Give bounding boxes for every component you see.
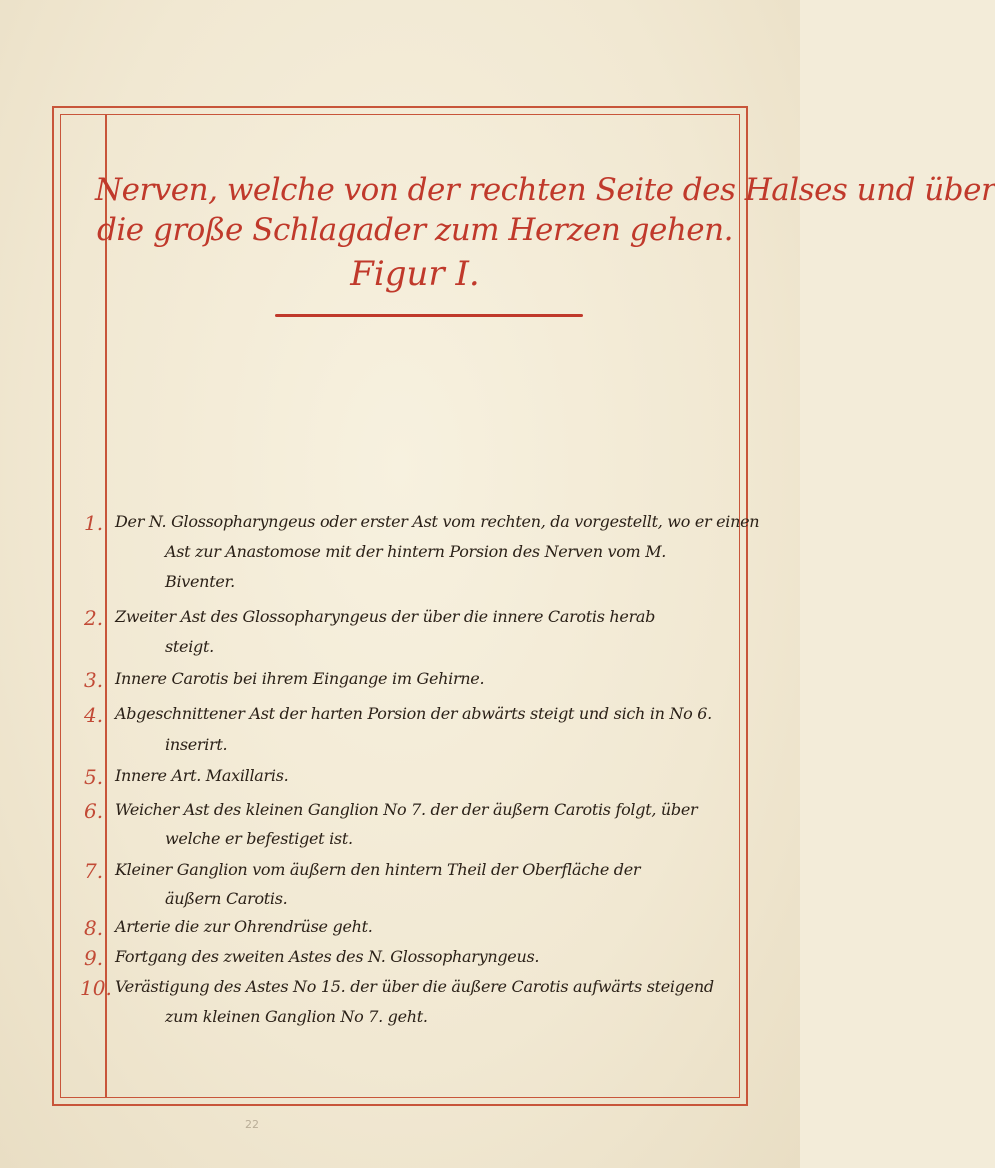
entry-line: Verästigung des Astes No 15. der über die äußere Carotis aufwärts steigend	[115, 977, 714, 996]
entry-line: Innere Art. Maxillaris.	[115, 766, 289, 785]
entry-number: 7.	[84, 859, 104, 883]
entry-number: 6.	[84, 799, 104, 823]
entry-number: 9.	[84, 946, 104, 970]
title-line-1: Nerven, welche von der rechten Seite des Halses und über	[95, 172, 995, 208]
entry-number: 5.	[84, 765, 104, 789]
entry-number: 8.	[84, 916, 104, 940]
entry-line: inserirt.	[165, 735, 228, 754]
entry-line: Biventer.	[165, 572, 235, 591]
title-line-2: die große Schlagader zum Herzen gehen.	[97, 212, 733, 248]
entry-number: 4.	[84, 703, 104, 727]
entry-line: Abgeschnittener Ast der harten Porsion der abwärts steigt und sich in No 6.	[115, 704, 712, 723]
entry-line: steigt.	[165, 637, 214, 656]
entry-line: welche er befestiget ist.	[165, 829, 353, 848]
entry-line: Der N. Glossopharyngeus oder erster Ast vom rechten, da vorgestellt, wo er einen	[115, 512, 760, 531]
entry-line: Innere Carotis bei ihrem Eingange im Gehirne.	[115, 669, 485, 688]
entry-line: äußern Carotis.	[165, 889, 288, 908]
entry-line: Kleiner Ganglion vom äußern den hintern Theil der Oberfläche der	[115, 860, 641, 879]
figure-label: Figur I.	[350, 254, 480, 294]
entry-number: 2.	[84, 606, 104, 630]
entry-line: Zweiter Ast des Glossopharyngeus der über die innere Carotis herab	[115, 607, 656, 626]
entry-number: 1.	[84, 511, 104, 535]
faint-page-mark: 22	[245, 1118, 259, 1131]
entry-line: Fortgang des zweiten Astes des N. Glossopharyngeus.	[115, 947, 540, 966]
entry-line: Ast zur Anastomose mit der hintern Porsion des Nerven vom M.	[165, 542, 667, 561]
entry-number: 10.	[80, 976, 112, 1000]
entry-number: 3.	[84, 668, 104, 692]
entry-line: Arterie die zur Ohrendrüse geht.	[115, 917, 373, 936]
entry-line: Weicher Ast des kleinen Ganglion No 7. der der äußern Carotis folgt, über	[115, 800, 698, 819]
entry-line: zum kleinen Ganglion No 7. geht.	[165, 1007, 428, 1026]
